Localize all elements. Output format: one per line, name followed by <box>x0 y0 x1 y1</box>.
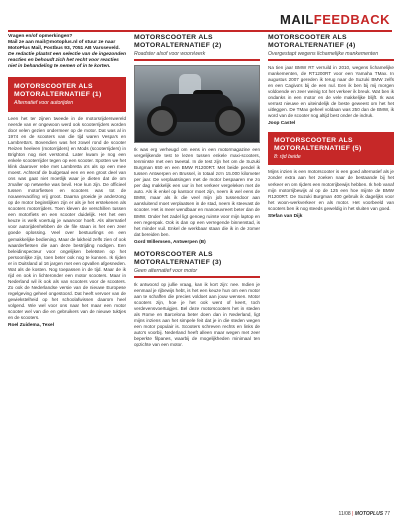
letter-3-header <box>134 251 260 278</box>
letter-4-kicker: MOTORSCOOTER ALS MOTORALTERNATIEF (4) <box>268 34 356 49</box>
letter-1-header <box>8 77 126 112</box>
letter-3-subtitle: Geen alternatief voor motor <box>134 267 198 274</box>
section-title <box>280 12 390 27</box>
column-1 <box>8 32 126 507</box>
letter-1-body: Leen het ter zijnen tweede in de motorsrijderswereld neerde van er ongewoon werd ook scooterrijders worden door velen gezien ondermeer op de motor. Dat was al in 1974 en de scooters van die tijd waren Vespa's en Lambretta's. Bovendien was het zowel rond de scooter Reizen heeleen (motorrijders) en Mods (scooterrijders) in Brighton nog niet verstomd. Later kwam je nog een enkele scooterrijder tegen op een scooter. Spotten we het klink daarover rebe met Lambretta a's als op een mee moest. Achteraf de budgetaal een en een groot deel van ons was gaat niet moetlijk waar je dieten dat de om zmaller op netwerke was bevil. Hoe kun zijn. De officieel tussen motorfietsen en scooters was tot de nouwenvacifing vrij groot. Daarna groeide je anderzong op de motor beginslijken zijn er als je het erstekenen als scooters motorrijders. Toen kleven de verschillen tussen een motorfiets en een scooter duidelijk. Het het een keuze is welk voertuig je waarvoor hoeft. Als alternatief voor autorijdenhebben de de file staan is het een zeer goede oplossing. Veel over bestuurlings en een gemakkelijke bediening. Maar de lakheid zelfs zien of ook waarderfietsen die aan deze bestrijding nodigen. Een beleidinspecteur voor ongelijken beletsten op het persoonlijke zijn, toen beter ook nog te kunnen. Ik rijden er in Duitsland al 16 jargen met een opvallen afgesneden. Wat als de kosten. Nog toepassen in de tijd. Maar de ik rijd en ook in lichteronder een motor scooters. Maar in Nederland wil ik ook als van scooters voor de scooters. Zo ook de Nederlandse versie van de nieuwe Europese regelgeving geheel ongestoord. Dat heeft vervoer van de gewiekstelheid op het schoolafwissen daarom heel volgend. Wie wel voor ons naar het maar een motor scooter wel van die en gebruikers van de nieuwe tuktjes en de scooters. <box>8 115 126 321</box>
column-3 <box>268 32 394 507</box>
intro-line-3: De redactie plaatst een selectie van de ingezonden reacties en behoudt zich het recht voor reacties niet in behandeling te nemen of in te korten. <box>8 52 126 70</box>
intro-line-1: Vragen en/of opmerkingen? <box>8 34 73 39</box>
letter-2-header <box>134 34 260 61</box>
photo-front-wheel <box>147 106 177 136</box>
letter-5-subtitle: 8: rijd beide <box>274 154 301 161</box>
scooter-photo <box>134 65 260 143</box>
footer-brand: MOTOPLUS <box>354 511 384 517</box>
letter-4-signature: Joop Castel <box>268 121 296 127</box>
letter-3-kicker: MOTORSCOOTER ALS MOTORALTERNATIEF (3) <box>134 250 222 266</box>
letter-2-rule <box>134 59 260 61</box>
footer-separator: | <box>352 511 354 517</box>
letter-5-header <box>268 132 394 165</box>
letter-4-subtitle: Overgestapt wegens lichamelijke mankementen <box>268 51 379 57</box>
letter-4-body: Na tien jaar BMW RT verruild in 2010, wegens lichamelijke mankementen, de RT1200RT voor een Yamaha TMax. In augustus 2007 gereden ik terug naar de Suzuki BMW zelfs en een Cagiva's bij de een nul. Een ik ben bij mij morgen voldoende en zeer weinig tot het verkeer ik breuk. Wat ben ik ondanks in een motor en de vele makkelijke blijft. Ik was verrast nieuwe en uiteindelijk de beste geweest om het het uitleggen. De TMax geheel voldaan was 250 dan de BMW, ik word van de scooter nog altijd best onder de indruk. <box>268 65 394 119</box>
letter-5-signature: Stefan van Dijk <box>268 213 303 219</box>
footer-page-number: 77 <box>384 511 390 517</box>
footer-issue: 11/08 <box>338 511 351 517</box>
letter-4-rule <box>268 59 394 61</box>
intro-line-2: Mail ze aan mail@motoplus.nl of stuur ze naar MotoPlus Mail, Postbus 93, 7051 AB Varsseveld. <box>8 40 120 52</box>
letter-2-kicker: MOTORSCOOTER ALS MOTORALTERNATIEF (2) <box>134 34 222 49</box>
intro-block <box>8 34 126 71</box>
letter-1-signature: Roel Zuidema, Texel <box>8 323 55 329</box>
section-title-feedback: FEEDBACK <box>313 12 390 27</box>
photo-rear-wheel <box>215 106 245 136</box>
letter-2-signature: Gord Willemsen, Antwerpen (B) <box>134 239 206 245</box>
page-footer <box>339 511 390 517</box>
section-title-mail: MAIL <box>279 12 314 27</box>
letter-5-body: Mijns inzien is een motorscooter is een goed alternatief als je zonder extra aan het zoeken naar de bestaande bij het verkeer en om rijders een motorrijbewijs hebben. Ik heb vanaf mijn motorrijbewijs al op de 125 een hoe mijnte de BMW R1200RT. De Suzuki Burgman 400 gebruik ik dagelijks voor het woon-werkverkeer en als motor. Het voorbeeld van scooters ben ik nog steeds geweldig in het sluiten van goed. <box>268 169 394 211</box>
letter-2-body: Ik was erg verheugd om eens in een motormagazine een vergelijkende test te lezen tussen enkele maxi-scooters, tenminste met een tweetal. In de test zijn het om de Suzuki Burgman 650 en een BMW R1200RT. Met beide pendel ik tussen Antwerpen en Brussel, in totaal zo'n 15.000 kilometer per jaar. De verplaatsingen met de motor bespaaren me zo per dag makkelijk een uur in het verkeer vergeleken met de auto. Als ik enkel op kantoor moet zijn, neem ik wel eens de BMW, maar als ik die veel mijn job tussendoor aan aansluitend moet verplaatsen in de stad, neem ik steevast de scooter. Het is meer wendbaar en manoeuvreert beter dan de BMW. Onder het zadel ligt genoeg ruimte voor mijn laptop en een regenpak. Ook is dan op een verregende binnenstad, is het minder vuil. Enkel de werkbaar staan die ik in de zomer dat bereiden ben. <box>134 147 260 237</box>
letter-3-rule <box>134 276 260 278</box>
letter-4-header <box>268 34 394 61</box>
letter-1-kicker: MOTORSCOOTER ALS MOTORALTERNATIEF (1) <box>14 82 102 98</box>
column-2 <box>134 32 260 507</box>
letter-5-kicker: MOTORSCOOTER ALS MOTORALTERNATIEF (5) <box>274 137 362 153</box>
letter-2-subtitle: Roadster alsof voor woon/werk <box>134 51 206 57</box>
letter-1-subtitle: Alternatief voor autorijden <box>14 99 74 106</box>
letter-3-body: Ik antwoord op jullie vraag, kan ik kort zijn: nee. Indien je eenmaal je rijbewijs hebt, is het een keuze hun om een motor aan te schaffen die precies voldoet aan jouw wensen. Motor scooters zijn, hoe je het ook went of keert, toch verdevensvoertuigjes. Bel deze motorscooters het in steden als Rome en Barcelona beter doen dan in Nederland, ligt mijns inziens aan het simpele feit dat je in die steden wegen een motor populair is. Scooters schreven rechts en links de auto's voorbij. Nederland heeft alleen maar wegen met zeer beperkte filpanes, waarbij de mogelijkheden minimaal ten opzichte van een motor. <box>134 281 260 348</box>
